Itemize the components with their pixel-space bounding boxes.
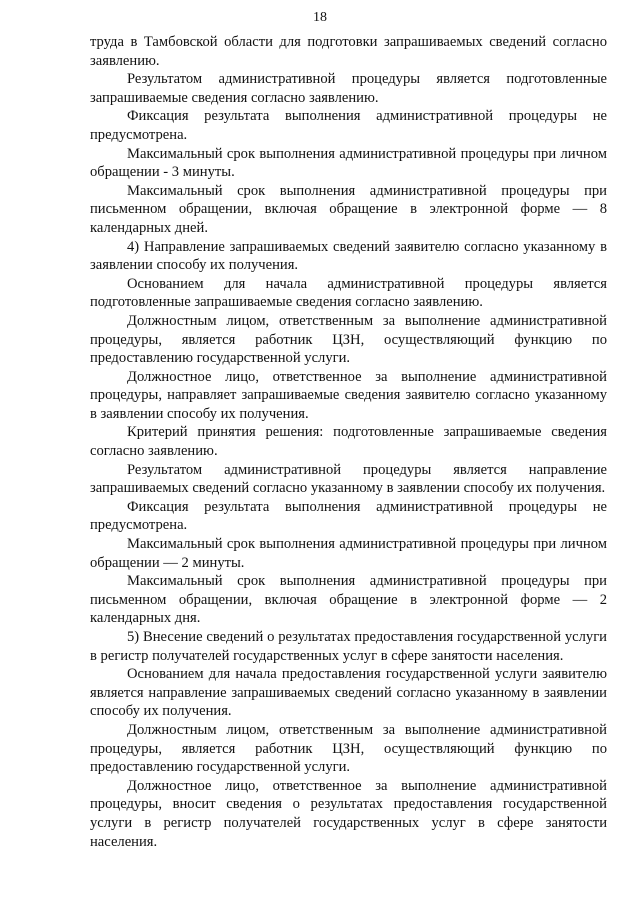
paragraph: Основанием для начала предоставления государственной услуги заявителю является направление запрашиваемых сведений согласно указанному в заявлении способу их получения. xyxy=(90,666,607,720)
document-body xyxy=(90,33,607,851)
paragraph: Фиксация результата выполнения административной процедуры не предусмотрена. xyxy=(90,108,607,143)
paragraph: Максимальный срок выполнения административной процедуры при письменном обращении, включая обращение в электронной форме — 8 календарных дней. xyxy=(90,182,607,236)
paragraph: Должностное лицо, ответственное за выполнение административной процедуры, направляет запрашиваемые сведения заявителю согласно указанному в заявлении способу их получения. xyxy=(90,368,607,422)
section-heading: 4) Направление запрашиваемых сведений заявителю согласно указанному в заявлении способу их получения. xyxy=(90,238,607,274)
paragraph: Основанием для начала административной процедуры является подготовленные запрашиваемые сведения согласно заявлению. xyxy=(90,275,607,311)
section-heading: 5) Внесение сведений о результатах предоставления государственной услуги в регистр получателей государственных услуг в сфере занятости населения. xyxy=(90,629,607,664)
paragraph: Должностное лицо, ответственное за выполнение административной процедуры, вносит сведения о результатах предоставления государственной услуги в регистр получателей государственных услуг в сфере занятости населения. xyxy=(90,777,607,850)
paragraph: труда в Тамбовской области для подготовки запрашиваемых сведений согласно заявлению. xyxy=(90,34,607,69)
paragraph: Должностным лицом, ответственным за выполнение административной процедуры, является работник ЦЗН, осуществляющий функцию по предоставлению государственной услуги. xyxy=(90,312,607,367)
paragraph: Максимальный срок выполнения административной процедуры при личном обращении — 2 минуты. xyxy=(90,536,607,571)
paragraph: Результатом административной процедуры является направление запрашиваемых сведений согласно указанному в заявлении способу их получения. xyxy=(90,461,607,497)
paragraph: Результатом административной процедуры является подготовленные запрашиваемые сведения согласно заявлению. xyxy=(90,71,607,106)
paragraph: Максимальный срок выполнения административной процедуры при письменном обращении, включая обращение в электронной форме — 2 календарных дня. xyxy=(90,573,607,627)
paragraph: Фиксация результата выполнения административной процедуры не предусмотрена. xyxy=(90,498,607,534)
page-number: 18 xyxy=(313,10,327,25)
paragraph: Должностным лицом, ответственным за выполнение административной процедуры, является работник ЦЗН, осуществляющий функцию по предоставлению государственной услуги. xyxy=(90,721,607,776)
paragraph: Максимальный срок выполнения административной процедуры при личном обращении - 3 минуты. xyxy=(90,145,607,181)
paragraph: Критерий принятия решения: подготовленные запрашиваемые сведения согласно заявлению. xyxy=(90,424,607,460)
